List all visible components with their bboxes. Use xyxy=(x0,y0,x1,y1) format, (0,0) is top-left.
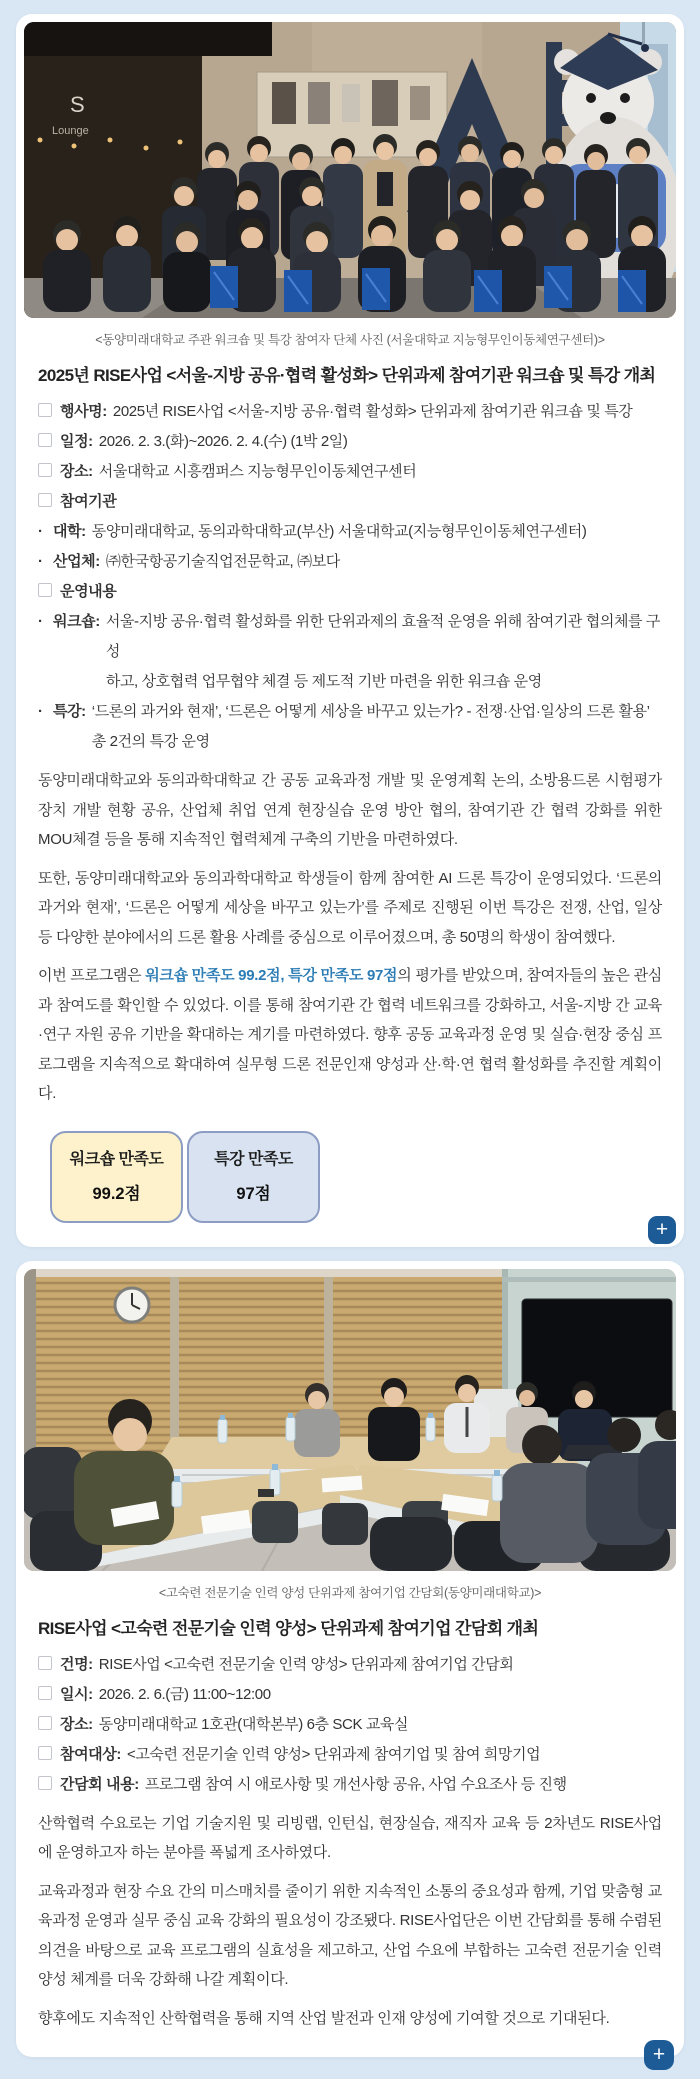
shop-sign-lounge: Lounge xyxy=(52,125,89,137)
workshop-photo-illustration xyxy=(24,22,676,318)
checkbox-icon xyxy=(38,1650,60,1680)
meeting-article-content xyxy=(24,1617,676,2034)
article-paragraph: 향후에도 지속적인 산학협력을 통해 지역 산업 발전과 인재 양성에 기여할 것으로 기대된다. xyxy=(38,2009,610,2027)
info-item-datetime: 일시: 2026. 2. 6.(금) 11:00~12:00 xyxy=(38,1680,662,1710)
wall-clock-icon xyxy=(115,1288,149,1322)
article-paragraph: 이번 프로그램은 워크숍 만족도 99.2점, 특강 만족도 97점의 평가를 받았으며, 참여자들의 높은 관심과 참여도를 확인할 수 있었다. 이를 통해 참여기관 간 협력 네트워크를 강화하고, 서울-지방 간 교육·연구 자원 공유 기반을 확대하는 계기를 마련하였다. 향후 공동 교육과정 운영 및 실습·현장 중심 프로그램을 지속적으로 확대하여 실무형 드론 전문인재 양성과 산·학·연 협력 활성화를 추진할 계획이다. xyxy=(38,967,662,1102)
workshop-group-photo xyxy=(24,22,676,318)
lecture-score-box xyxy=(187,1131,320,1223)
workshop-article-content xyxy=(24,364,676,1223)
article-title: RISE사업 <고숙련 전문기술 인력 양성> 단위과제 참여기업 간담회 개최 xyxy=(38,1618,539,1638)
checkbox-icon xyxy=(38,1710,60,1740)
dot-bullet-icon: · xyxy=(38,613,43,630)
score-box-label: 특강 만족도 xyxy=(214,1150,293,1168)
checkbox-icon xyxy=(38,457,60,487)
meeting-room-photo xyxy=(24,1269,676,1571)
info-item-companies: · 산업체: ㈜한국항공기술직업전문학교, ㈜보다 xyxy=(38,547,662,577)
checkbox-icon xyxy=(38,1770,60,1800)
meeting-article-card xyxy=(16,1261,684,2066)
info-item-target: 참여대상: <고숙련 전문기술 인력 양성> 단위과제 참여기업 및 참여 희망기업 xyxy=(38,1740,662,1770)
score-box-value: 97점 xyxy=(236,1184,271,1203)
workshop-score-box xyxy=(50,1131,183,1223)
info-item-universities: · 대학: 동양미래대학교, 동의과학대학교(부산) 서울대학교(지능형무인이동체연구센터) xyxy=(38,517,662,547)
info-item-place: 장소: 동양미래대학교 1호관(대학본부) 6층 SCK 교육실 xyxy=(38,1710,662,1740)
info-item-event-name: 행사명: 2025년 RISE사업 <서울-지방 공유·협력 활성화> 단위과제 참여기관 워크숍 및 특강 xyxy=(38,397,662,427)
article-title: 2025년 RISE사업 <서울-지방 공유·협력 활성화> 단위과제 참여기관 워크숍 및 특강 개최 xyxy=(38,366,656,385)
info-item-schedule: 일정: 2026. 2. 3.(화)~2026. 2. 4.(수) (1박 2일) xyxy=(38,427,662,457)
dot-bullet-icon: · xyxy=(38,553,43,570)
dot-bullet-icon: · xyxy=(38,703,43,720)
info-item-place: 장소: 서울대학교 시흥캠퍼스 지능형무인이동체연구센터 xyxy=(38,457,662,487)
dot-bullet-icon: · xyxy=(38,523,43,540)
meeting-photo-illustration xyxy=(24,1269,676,1571)
satisfaction-score-boxes xyxy=(50,1131,662,1223)
score-box-label: 워크숍 만족도 xyxy=(69,1150,164,1168)
info-item-case-name: 건명: RISE사업 <고숙련 전문기술 인력 양성> 단위과제 참여기업 간담회 xyxy=(38,1650,662,1680)
score-box-value: 99.2점 xyxy=(92,1184,141,1203)
photo-caption: <고숙련 전문기술 인력 양성 단위과제 참여기업 간담회(동양미래대학교)> xyxy=(158,1585,542,1600)
checkbox-icon xyxy=(38,1680,60,1710)
checkbox-icon xyxy=(38,487,60,517)
article-paragraph: 교육과정과 현장 수요 간의 미스매치를 줄이기 위한 지속적인 소통의 중요성과 함께, 기업 맞춤형 교육과정 운영과 실무 중심 교육 강화의 필요성이 강조됐다. RISE사업단은 이번 간담회를 통해 수렴된 의견을 바탕으로 교육 프로그램의 실효성을 제고하고, 산업 수요에 부합하는 고숙련 전문기술 인력 양성 체계를 더욱 강화해 나갈 계획이다. xyxy=(38,1882,662,1988)
checkbox-icon xyxy=(38,427,60,457)
checkbox-icon xyxy=(38,397,60,427)
workshop-article-card xyxy=(16,14,684,1247)
expand-button[interactable]: + xyxy=(648,1216,676,1244)
checkbox-icon xyxy=(38,1740,60,1770)
photo-caption: <동양미래대학교 주관 워크숍 및 특강 참여자 단체 사진 (서울대학교 지능형무인이동체연구센터)> xyxy=(95,333,605,347)
info-item-organizations: 참여기관 xyxy=(38,487,662,517)
info-item-lecture: · 특강: ‘드론의 과거와 현재’, ‘드론은 어떻게 세상을 바꾸고 있는가? - 전쟁·산업·일상의 드론 활용’ 총 2건의 특강 운영 xyxy=(38,697,662,757)
expand-button[interactable]: + xyxy=(644,2040,674,2070)
info-item-workshop: · 워크숍: 서울-지방 공유·협력 활성화를 위한 단위과제의 효율적 운영을 위해 참여기관 협의체를 구성 하고, 상호협력 업무협약 체결 등 제도적 기반 마련을 위한 워크숍 운영 xyxy=(38,607,662,697)
checkbox-icon xyxy=(38,577,60,607)
shop-sign-s: S xyxy=(70,92,85,117)
article-paragraph: 또한, 동양미래대학교와 동의과학대학교 학생들이 함께 참여한 AI 드론 특강이 운영되었다. ‘드론의 과거와 현재’, ‘드론은 어떻게 세상을 바꾸고 있는가’를 주제로 진행된 이번 특강은 전쟁, 산업, 일상 등 다양한 분야에서의 드론 활용 사례를 중심으로 이루어졌으며, 총 50명의 학생이 참여했다. xyxy=(38,869,662,946)
article-paragraph: 동양미래대학교와 동의과학대학교 간 공동 교육과정 개발 및 운영계획 논의, 소방용드론 시험평가장치 개발 현황 공유, 산업체 취업 연계 현장실습 운영 방안 협의, 참여기관 간 협력 강화를 위한 MOU체결 등을 통해 지속적인 협력체계 구축의 기반을 마련하였다. xyxy=(38,772,662,848)
satisfaction-highlight: 워크숍 만족도 99.2점, 특강 만족도 97점 xyxy=(145,967,398,984)
info-item-operation: 운영내용 xyxy=(38,577,662,607)
article-paragraph: 산학협력 수요로는 기업 기술지원 및 리빙랩, 인턴십, 현장실습, 재직자 교육 등 2차년도 RISE사업에 운영하고자 하는 분야를 폭넓게 조사하였다. xyxy=(38,1814,662,1861)
info-item-agenda: 간담회 내용: 프로그램 참여 시 애로사항 및 개선사항 공유, 사업 수요조사 등 진행 xyxy=(38,1770,662,1800)
